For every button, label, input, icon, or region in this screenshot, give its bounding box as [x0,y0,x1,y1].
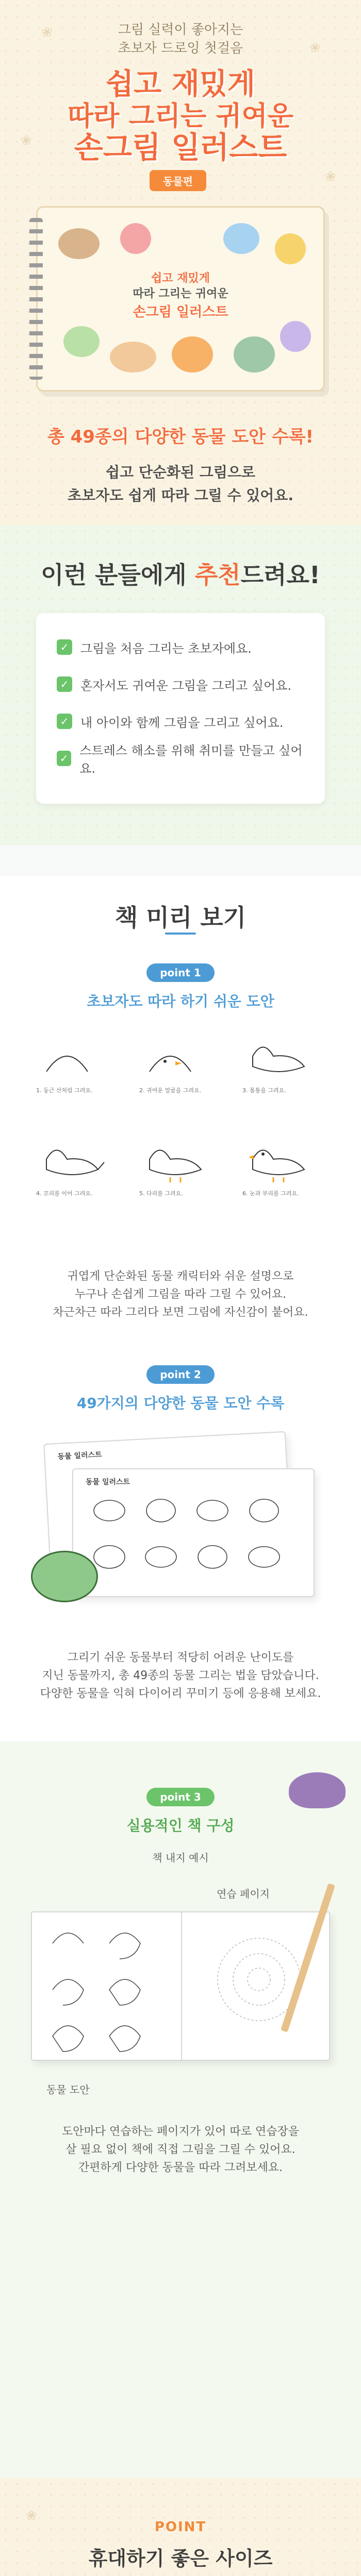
check-icon: ✓ [57,714,72,729]
description-line: 누구나 손쉽게 그림을 따라 그릴 수 있어요. [74,1288,287,1301]
spread-sample [31,1911,330,2061]
recommend-title-post: 드려요! [240,561,320,589]
description-line: 도안마다 연습하는 페이지가 있어 따로 연습장을 [61,2125,299,2138]
frog-illustration [31,1551,98,1602]
step-3 [242,1036,325,1113]
point3-description [0,2123,361,2177]
guide-page-drawing [37,1912,182,2057]
description-line: 그리기 쉬운 동물부터 적당히 어려운 난이도를 [67,1651,294,1664]
point2-badge: point 2 [146,1365,215,1384]
list-item [57,740,304,777]
hero-title-line2: 따라 그리는 귀여운 [67,101,294,132]
hero-title-line3: 손그림 일러스트 [74,130,287,165]
sheet-label: 동물 일러스트 [86,1478,130,1486]
sheet-label: 동물 일러스트 [57,1450,103,1462]
fox-illustration [172,336,213,372]
check-icon: ✓ [57,639,72,655]
step-caption: 2. 귀여운 얼굴을 그려요. [139,1087,202,1094]
hero-desc-line2: 초보자도 쉽게 따라 그릴 수 있어요. [67,487,294,504]
point2-description [0,1649,361,1703]
paw-icon [325,170,336,183]
recommend-title-strong: 추천 [194,561,241,589]
step-caption: 4. 꼬리를 이어 그려요. [36,1190,93,1197]
recommend-section [0,526,361,845]
description-line: 다양한 동물을 익혀 다이어리 꾸미기 등에 응용해 보세요. [40,1687,321,1701]
step-4 [36,1139,119,1216]
recommend-title [0,556,361,590]
step-1 [36,1036,119,1113]
step-6 [242,1139,325,1216]
step-caption: 6. 눈과 부리를 그려요. [242,1190,299,1197]
frog-illustration [63,326,100,357]
check-icon: ✓ [57,751,71,766]
step-drawing-6 [242,1139,315,1185]
list-item-label: 내 아이와 함께 그림을 그리고 싶어요. [80,715,284,730]
book-title-line2: 따라 그리는 귀여운 [133,287,228,300]
step-caption: 1. 둥근 산처럼 그려요. [36,1087,93,1094]
highlight-strong: 49종의 다양한 동물 도안 수록! [70,427,314,447]
preview-section [0,845,361,2478]
category-badge [150,170,206,191]
step-grid [36,1036,325,1242]
step-drawing-2 [139,1036,201,1077]
list-item-label: 스트레스 해소를 위해 취미를 만들고 싶어요. [79,743,303,776]
point1-badge: point 1 [146,963,215,982]
step-2 [139,1036,222,1113]
highlight-pre: 총 [47,427,71,447]
sample-sheet-front [72,1468,315,1597]
list-item-label: 그림을 처음 그리는 초보자에요. [80,641,252,656]
step-drawing-1 [36,1036,98,1077]
point-label: POINT [154,2519,207,2535]
dog-illustration [58,228,100,259]
cat-illustration [110,342,156,372]
step-5 [139,1139,222,1216]
animal-sketches [73,1485,316,1598]
description-line: 귀엽게 단순화된 동물 캐릭터와 쉬운 설명으로 [67,1270,294,1283]
point3-title: 실용적인 책 구성 [126,1817,235,1834]
point3-subtitle: 책 내지 예시 [152,1852,209,1864]
point2-header [0,1365,361,1413]
section-divider [0,845,361,876]
point3-badge: point 3 [146,1788,215,1806]
list-item [57,703,304,740]
step-caption: 3. 몸통을 그려요. [242,1087,286,1094]
point1-description [0,1267,361,1322]
description-line: 차근차근 따라 그리다 보면 그림에 자신감이 붙어요. [53,1306,308,1319]
description-line: 간편하게 다양한 동물을 따라 그려보세요. [78,2161,283,2175]
point-title: 휴대하기 좋은 사이즈 [88,2547,273,2570]
chick-illustration [275,233,306,264]
book-title-line1: 쉽고 재밌게 [151,272,210,285]
point1-title: 초보자도 따라 하기 쉬운 도안 [87,993,274,1010]
turtle-illustration [234,336,275,372]
title-underline [165,933,196,935]
step-drawing-5 [139,1139,211,1185]
step-drawing-4 [36,1139,108,1180]
hero-section [0,0,361,526]
step-drawing-3 [242,1036,315,1077]
hero-desc-line1: 쉽고 단순화된 그림으로 [106,464,255,481]
list-item-label: 혼자서도 귀여운 그림을 그리고 싶어요. [80,678,292,693]
list-item [57,666,304,703]
point-section [0,2478,361,2576]
book-cover [36,206,325,392]
hero-subtitle-line1: 그림 실력이 좋아지는 [118,22,243,38]
highlight-line [0,422,361,448]
pig-illustration [120,223,151,254]
step-caption: 5. 다리를 그려요. [139,1190,183,1197]
preview-title: 책 미리 보기 [114,904,247,931]
bat-illustration [289,1772,346,1808]
description-line: 살 필요 없이 책에 직접 그림을 그릴 수 있어요. [65,2143,296,2157]
hero-subtitle [0,21,361,58]
hero-subtitle-line2: 초보자 드로잉 첫걸음 [118,41,243,57]
guide-page-label: 동물 도안 [46,2083,90,2096]
recommend-title-pre: 이런 분들에게 [41,561,195,589]
category-badge-label: 동물편 [150,170,206,191]
recommend-list [36,613,325,804]
point2-title: 49가지의 다양한 동물 도안 수록 [76,1395,285,1412]
bird-illustration [223,223,259,254]
point1-header [0,963,361,1011]
rabbit-illustration [280,321,311,352]
check-icon: ✓ [57,676,72,692]
hero-title-line1: 쉽고 재밌게 [106,67,255,101]
list-item [57,629,304,666]
practice-page-label: 연습 페이지 [217,1888,270,1900]
description-line: 지닌 동물까지, 총 49종의 동물 그리는 법을 담았습니다. [42,1669,319,1683]
practice-page-drawing [187,1912,331,2057]
book-title-line3: 손그림 일러스트 [133,304,228,320]
